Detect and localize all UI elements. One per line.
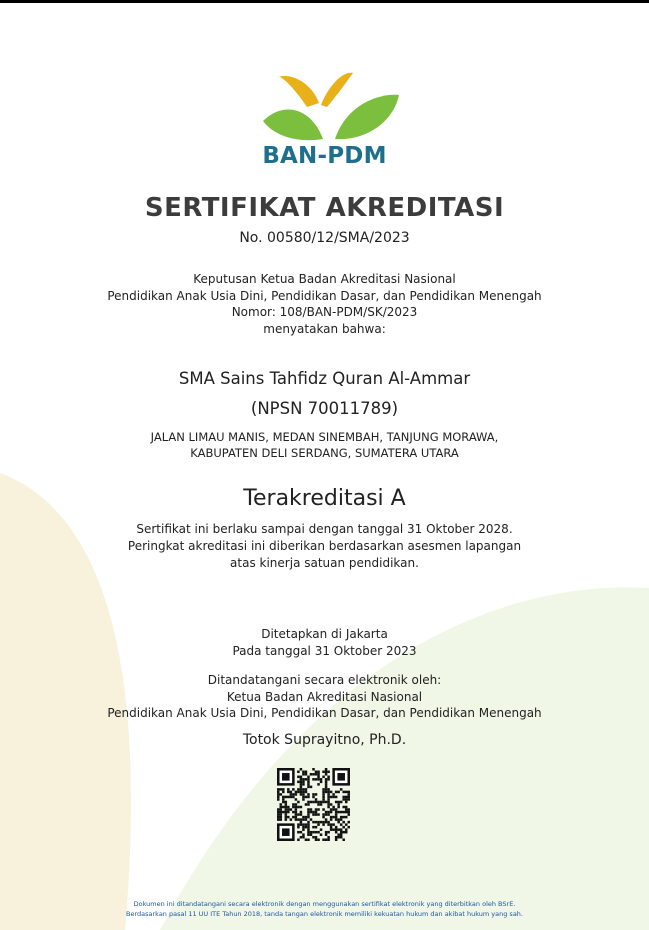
place-date-block [0,626,649,660]
validity-line: Sertifikat ini berlaku sampai dengan tanggal 31 Oktober 2028. [136,522,513,536]
qr-code-icon[interactable] [277,768,350,841]
signed-by-line: Ditandatangani secara elektronik oleh: [207,673,442,687]
validity-line: atas kinerja satuan pendidikan. [230,556,419,570]
footer-line: Dokumen ini ditandatangani secara elektronik dengan menggunakan sertifikat elektronik yang diterbitkan oleh BSrE. [133,900,516,908]
certificate-number: No. 00580/12/SMA/2023 [239,230,410,246]
decree-line: menyatakan bahwa: [263,321,386,336]
school-address [0,429,649,461]
address-line: KABUPATEN DELI SERDANG, SUMATERA UTARA [190,446,459,460]
accreditation-status: Terakreditasi A [243,486,406,511]
signed-by-line: Pendidikan Anak Usia Dini, Pendidikan Dasar, dan Pendidikan Menengah [107,706,542,720]
footer-notice [0,899,649,919]
school-npsn: (NPSN 70011789) [250,399,399,418]
decree-line: Keputusan Ketua Badan Akreditasi Nasional [193,272,456,286]
validity-block [0,521,649,572]
address-line: JALAN LIMAU MANIS, MEDAN SINEMBAH, TANJUNG MORAWA, [150,430,499,444]
footer-line: Berdasarkan pasal 11 UU ITE Tahun 2018, tanda tangan elektronik memiliki kekuatan hukum dan akibat hukum yang sah. [126,910,523,918]
validity-line: Peringkat akreditasi ini diberikan berdasarkan asesmen lapangan [127,539,522,553]
brand-name: BAN-PDM [262,143,387,169]
certificate-page [0,3,649,930]
signer-name: Totok Suprayitno, Ph.D. [242,732,407,748]
decree-line: Nomor: 108/BAN-PDM/SK/2023 [231,305,418,319]
signed-by-block [0,672,649,722]
place-date-line: Ditetapkan di Jakarta [261,627,388,641]
signed-by-line: Ketua Badan Akreditasi Nasional [226,689,423,704]
decree-block [0,271,649,337]
school-name: SMA Sains Tahfidz Quran Al-Ammar [178,369,471,388]
decree-line: Pendidikan Anak Usia Dini, Pendidikan Dasar, dan Pendidikan Menengah [107,288,542,303]
certificate-title: SERTIFIKAT AKREDITASI [144,193,505,223]
ban-pdm-logo-icon [255,63,405,141]
place-date-line: Pada tanggal 31 Oktober 2023 [232,644,417,658]
